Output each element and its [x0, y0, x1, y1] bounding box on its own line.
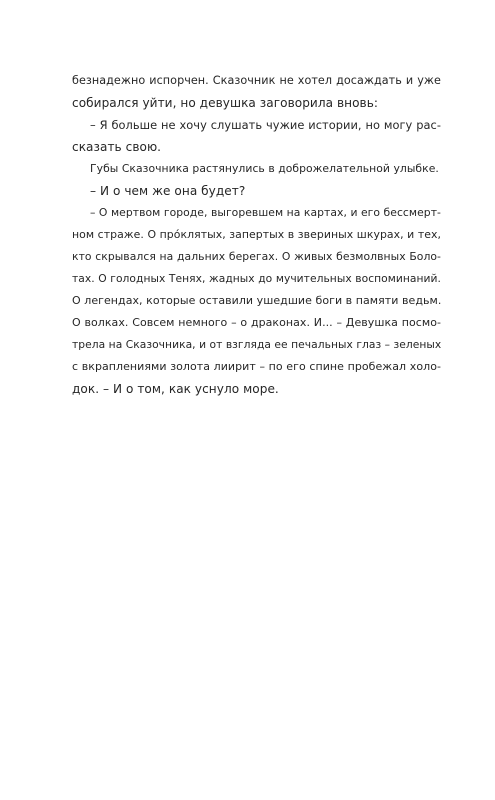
text-line: – И о чем же она будет?	[90, 184, 246, 198]
text-line: О легендах, которые оставили ушедшие боги в памяти ведьм.	[72, 294, 442, 307]
text-line: док. – И о том, как уснуло море.	[72, 382, 279, 396]
text-line: – О мертвом городе, выгоревшем на картах, и его бессмерт-	[90, 206, 441, 219]
text-line: ном страже. О прóклятых, запертых в звериных шкурах, и тех,	[72, 228, 441, 241]
text-line: кто скрывался на дальних берегах. О живых безмолвных Боло-	[72, 250, 441, 263]
text-line: с вкраплениями золота лиирит – по его спине пробежал холо-	[72, 360, 441, 373]
text-line: О волках. Совсем немного – о драконах. И... – Девушка посмо-	[72, 316, 441, 329]
text-line: Губы Сказочника растянулись в доброжелательной улыбке.	[90, 162, 439, 175]
text-line: безнадежно испорчен. Сказочник не хотел досаждать и уже	[72, 74, 441, 87]
body-text	[72, 70, 441, 400]
text-line: тах. О голодных Тенях, жадных до мучительных воспоминаний.	[72, 272, 441, 285]
text-line: – Я больше не хочу слушать чужие истории, но могу рас-	[90, 118, 441, 132]
text-line: собирался уйти, но девушка заговорила вновь:	[72, 96, 379, 110]
text-line: сказать свою.	[72, 140, 162, 154]
text-line: трела на Сказочника, и от взгляда ее печальных глаз – зеленых	[72, 338, 442, 351]
